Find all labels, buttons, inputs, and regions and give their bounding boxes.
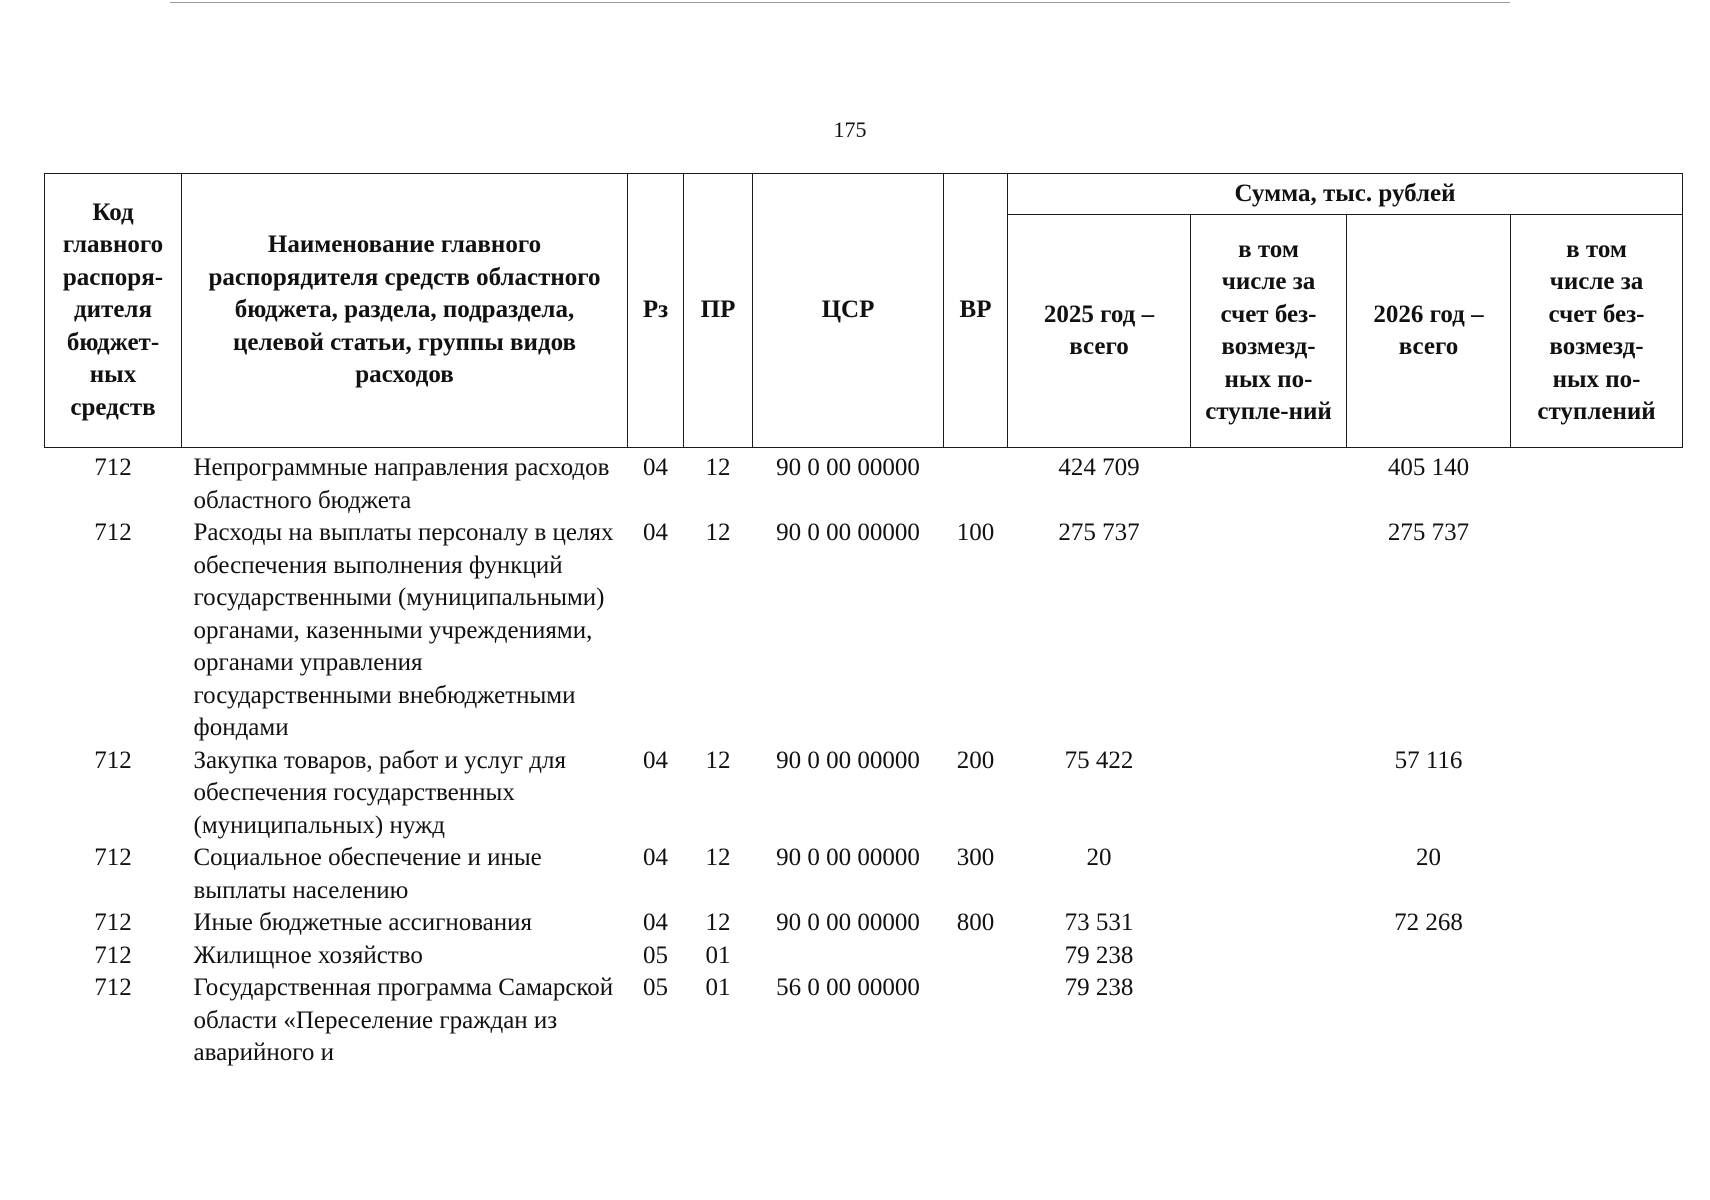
cell-name: Социальное обеспечение и иные выплаты населению bbox=[193, 844, 542, 904]
cell-csr: 90 0 00 00000 bbox=[776, 909, 920, 936]
cell-2025-free bbox=[1191, 745, 1347, 843]
cell-2025-free bbox=[1191, 517, 1347, 745]
cell-code: 712 bbox=[94, 974, 132, 1001]
cell-2026-free bbox=[1511, 972, 1683, 1070]
cell-2025-free bbox=[1191, 448, 1347, 518]
cell-pr: 12 bbox=[705, 519, 731, 546]
cell-code: 712 bbox=[94, 909, 132, 936]
cell-vr bbox=[944, 972, 1008, 1070]
table-row bbox=[45, 907, 1683, 940]
cell-csr bbox=[753, 940, 944, 973]
cell-2026-total: 72 268 bbox=[1394, 909, 1463, 936]
cell-pr: 12 bbox=[705, 746, 731, 774]
cell-csr: 90 0 00 00000 bbox=[776, 746, 920, 774]
cell-rz: 04 bbox=[643, 909, 668, 936]
cell-code: 712 bbox=[94, 746, 132, 774]
cell-pr: 12 bbox=[705, 844, 731, 871]
cell-code: 712 bbox=[94, 519, 132, 546]
cell-code: 712 bbox=[94, 941, 132, 969]
cell-2025-total: 275 737 bbox=[1058, 519, 1140, 546]
header-csr: ЦСР bbox=[753, 174, 944, 448]
cell-2026-free bbox=[1511, 940, 1683, 973]
cell-2026-total: 405 140 bbox=[1387, 454, 1470, 481]
cell-2026-total bbox=[1347, 972, 1511, 1070]
cell-rz: 05 bbox=[643, 941, 668, 969]
cell-name: Закупка товаров, работ и услуг для обеспечения государственных (муниципальных) нужд bbox=[193, 746, 566, 839]
cell-rz: 05 bbox=[643, 974, 668, 1001]
table-row bbox=[45, 517, 1683, 745]
cell-2025-total: 79 238 bbox=[1064, 974, 1134, 1001]
cell-vr: 800 bbox=[956, 909, 995, 936]
header-2025-total: 2025 год – всего bbox=[1008, 215, 1191, 448]
cell-2026-free bbox=[1511, 517, 1683, 745]
cell-csr: 90 0 00 00000 bbox=[776, 519, 920, 546]
table-row bbox=[45, 842, 1683, 907]
cell-rz: 04 bbox=[643, 746, 668, 774]
header-code: Код главного распоря-дителя бюджет-ных средств bbox=[45, 174, 182, 448]
cell-rz: 04 bbox=[643, 519, 668, 546]
header-2025-free: в том числе за счет без-возмезд-ных по-ступле-ний bbox=[1191, 215, 1347, 448]
cell-2026-free bbox=[1511, 448, 1683, 518]
cell-2026-total: 20 bbox=[1416, 844, 1441, 871]
cell-pr: 12 bbox=[705, 909, 731, 936]
cell-2025-total: 79 238 bbox=[1064, 941, 1134, 969]
cell-2026-free bbox=[1511, 745, 1683, 843]
header-vr: ВР bbox=[944, 174, 1008, 448]
cell-name: Государственная программа Самарской области «Переселение граждан из аварийного и bbox=[193, 974, 614, 1066]
cell-vr: 100 bbox=[956, 519, 995, 546]
cell-pr: 01 bbox=[705, 974, 731, 1001]
cell-code: 712 bbox=[94, 454, 132, 481]
header-pr: ПР bbox=[684, 174, 753, 448]
cell-2025-free bbox=[1191, 907, 1347, 940]
table-row bbox=[45, 972, 1683, 1070]
cell-2026-total: 57 116 bbox=[1394, 746, 1463, 774]
cell-2025-total: 73 531 bbox=[1064, 909, 1134, 936]
cell-name: Иные бюджетные ассигнования bbox=[193, 909, 533, 936]
cell-csr: 90 0 00 00000 bbox=[776, 844, 920, 871]
cell-2026-free bbox=[1511, 907, 1683, 940]
cell-csr: 56 0 00 00000 bbox=[776, 974, 920, 1001]
cell-2026-total: 275 737 bbox=[1387, 519, 1470, 546]
header-name: Наименование главного распорядителя средств областного бюджета, раздела, подраздела, целевой статьи, группы видов расходов bbox=[182, 174, 628, 448]
cell-2025-total: 424 709 bbox=[1058, 454, 1140, 481]
cell-name: Непрограммные направления расходов областного бюджета bbox=[193, 454, 610, 514]
cell-vr bbox=[944, 940, 1008, 973]
cell-2025-total: 75 422 bbox=[1064, 746, 1134, 774]
cell-2025-free bbox=[1191, 940, 1347, 973]
header-2026-total: 2026 год – всего bbox=[1347, 215, 1511, 448]
cell-pr: 01 bbox=[705, 941, 731, 969]
cell-vr: 200 bbox=[956, 746, 995, 774]
cell-rz: 04 bbox=[643, 844, 668, 871]
page-number: 175 bbox=[833, 117, 867, 142]
cell-2025-total: 20 bbox=[1086, 844, 1112, 871]
table-row bbox=[45, 745, 1683, 843]
cell-name: Жилищное хозяйство bbox=[193, 941, 423, 969]
table-body bbox=[45, 448, 1683, 1070]
budget-table bbox=[44, 173, 1683, 1070]
cell-code: 712 bbox=[94, 844, 132, 871]
cell-2026-total bbox=[1347, 940, 1511, 973]
header-rz: Рз bbox=[628, 174, 684, 448]
cell-rz: 04 bbox=[643, 454, 668, 481]
cell-2026-free bbox=[1511, 842, 1683, 907]
cell-vr: 300 bbox=[956, 844, 995, 871]
cell-vr bbox=[944, 448, 1008, 518]
table-header bbox=[45, 174, 1683, 448]
cell-2025-free bbox=[1191, 842, 1347, 907]
header-2026-free: в том числе за счет без-возмезд-ных по-ступлений bbox=[1511, 215, 1683, 448]
cell-pr: 12 bbox=[705, 454, 731, 481]
header-sum-group: Сумма, тыс. рублей bbox=[1008, 174, 1683, 215]
scan-edge-line bbox=[170, 2, 1510, 3]
table-row bbox=[45, 940, 1683, 973]
cell-csr: 90 0 00 00000 bbox=[776, 454, 920, 481]
cell-2025-free bbox=[1191, 972, 1347, 1070]
table-row bbox=[45, 448, 1683, 518]
cell-name: Расходы на выплаты персоналу в целях обеспечения выполнения функций государственными (муниципальными) органами, казенными учреждениями, органами управления государственными внебюджетными фондами bbox=[193, 519, 614, 741]
